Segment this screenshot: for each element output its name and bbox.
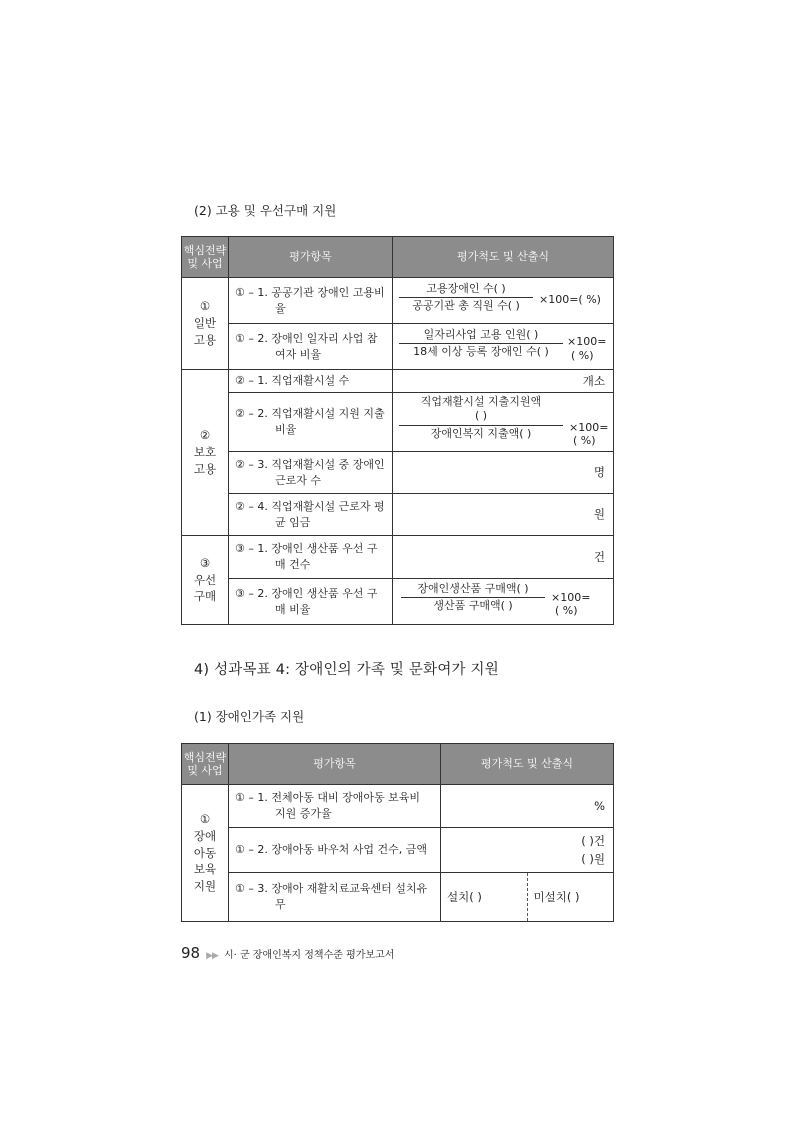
unit-cell: % [441, 785, 614, 828]
category-child-care: ① 장애 아동 보육 지원 [182, 785, 229, 922]
installed-option: 설치( ) [441, 873, 528, 921]
table-row-item: ② – 4. 직업재활시설 근로자 평균 임금 [229, 494, 393, 536]
goal-heading: 4) 성과목표 4: 장애인의 가족 및 문화여가 지원 [194, 662, 499, 678]
fraction: 고용장애인 수( ) 공공기관 총 직원 수( ) [399, 282, 533, 314]
unit-cell: 명 [393, 452, 614, 494]
table-row-item: ① – 2. 장애아동 바우처 사업 건수, 금액 [229, 828, 441, 873]
installation-cell [441, 873, 614, 922]
section-heading-family: (1) 장애인가족 지원 [194, 709, 305, 724]
not-installed-option: 미설치( ) [533, 889, 580, 904]
voucher-cell: ( )건 ( )원 [441, 828, 614, 873]
table-row-item: ① – 1. 전체아동 대비 장애아동 보육비 지원 증가율 [229, 785, 441, 828]
unit-cell: 건 [393, 536, 614, 579]
formula-cell: 일자리사업 고용 인원( ) 18세 이상 등록 장애인 수( ) ×100= ( %) [393, 324, 614, 370]
formula-cell: 직업재활시설 지출지원액 ( ) 장애인복지 지출액( ) ×100= ( %) [393, 393, 614, 452]
header-strategy: 핵심전략 및 사업 [182, 744, 229, 785]
evaluation-table-family [181, 743, 614, 922]
page-number: 98 [181, 944, 201, 962]
category-protected-employment: ② 보호 고용 [182, 370, 229, 536]
category-priority-purchase: ③ 우선 구매 [182, 536, 229, 625]
fraction: 직업재활시설 지출지원액 ( ) 장애인복지 지출액( ) [399, 395, 563, 441]
arrow-icon: ▶▶ [206, 951, 218, 961]
table-row-item: ② – 2. 직업재활시설 지원 지출 비율 [229, 393, 393, 452]
header-item: 평가항목 [229, 744, 441, 785]
page-footer [181, 944, 394, 962]
unit-cell: 개소 [393, 370, 614, 393]
header-item: 평가항목 [229, 237, 393, 278]
formula-cell: 고용장애인 수( ) 공공기관 총 직원 수( ) ×100=( %) [393, 278, 614, 324]
fraction: 일자리사업 고용 인원( ) 18세 이상 등록 장애인 수( ) [399, 328, 563, 360]
header-measure: 평가척도 및 산출식 [441, 744, 614, 785]
evaluation-table-employment [181, 236, 614, 625]
header-strategy: 핵심전략 및 사업 [182, 237, 229, 278]
formula-cell: 장애인생산품 구매액( ) 생산품 구매액( ) ×100= ( %) [393, 579, 614, 625]
unit-cell: 원 [393, 494, 614, 536]
table-row-item: ③ – 1. 장애인 생산품 우선 구매 건수 [229, 536, 393, 579]
category-general-employment: ① 일반 고용 [182, 278, 229, 370]
table-row-item: ③ – 2. 장애인 생산품 우선 구매 비율 [229, 579, 393, 625]
table-row-item: ② – 3. 직업재활시설 중 장애인 근로자 수 [229, 452, 393, 494]
table-row-item: ① – 2. 장애인 일자리 사업 참여자 비율 [229, 324, 393, 370]
table-row-item: ① – 1. 공공기관 장애인 고용비율 [229, 278, 393, 324]
header-measure: 평가척도 및 산출식 [393, 237, 614, 278]
table-row-item: ① – 3. 장애아 재활치료교육센터 설치유무 [229, 873, 441, 922]
table-row-item: ② – 1. 직업재활시설 수 [229, 370, 393, 393]
report-title: 시· 군 장애인복지 정책수준 평가보고서 [223, 950, 395, 961]
fraction: 장애인생산품 구매액( ) 생산품 구매액( ) [401, 582, 545, 614]
section-heading-employment: (2) 고용 및 우선구매 지원 [194, 203, 337, 218]
